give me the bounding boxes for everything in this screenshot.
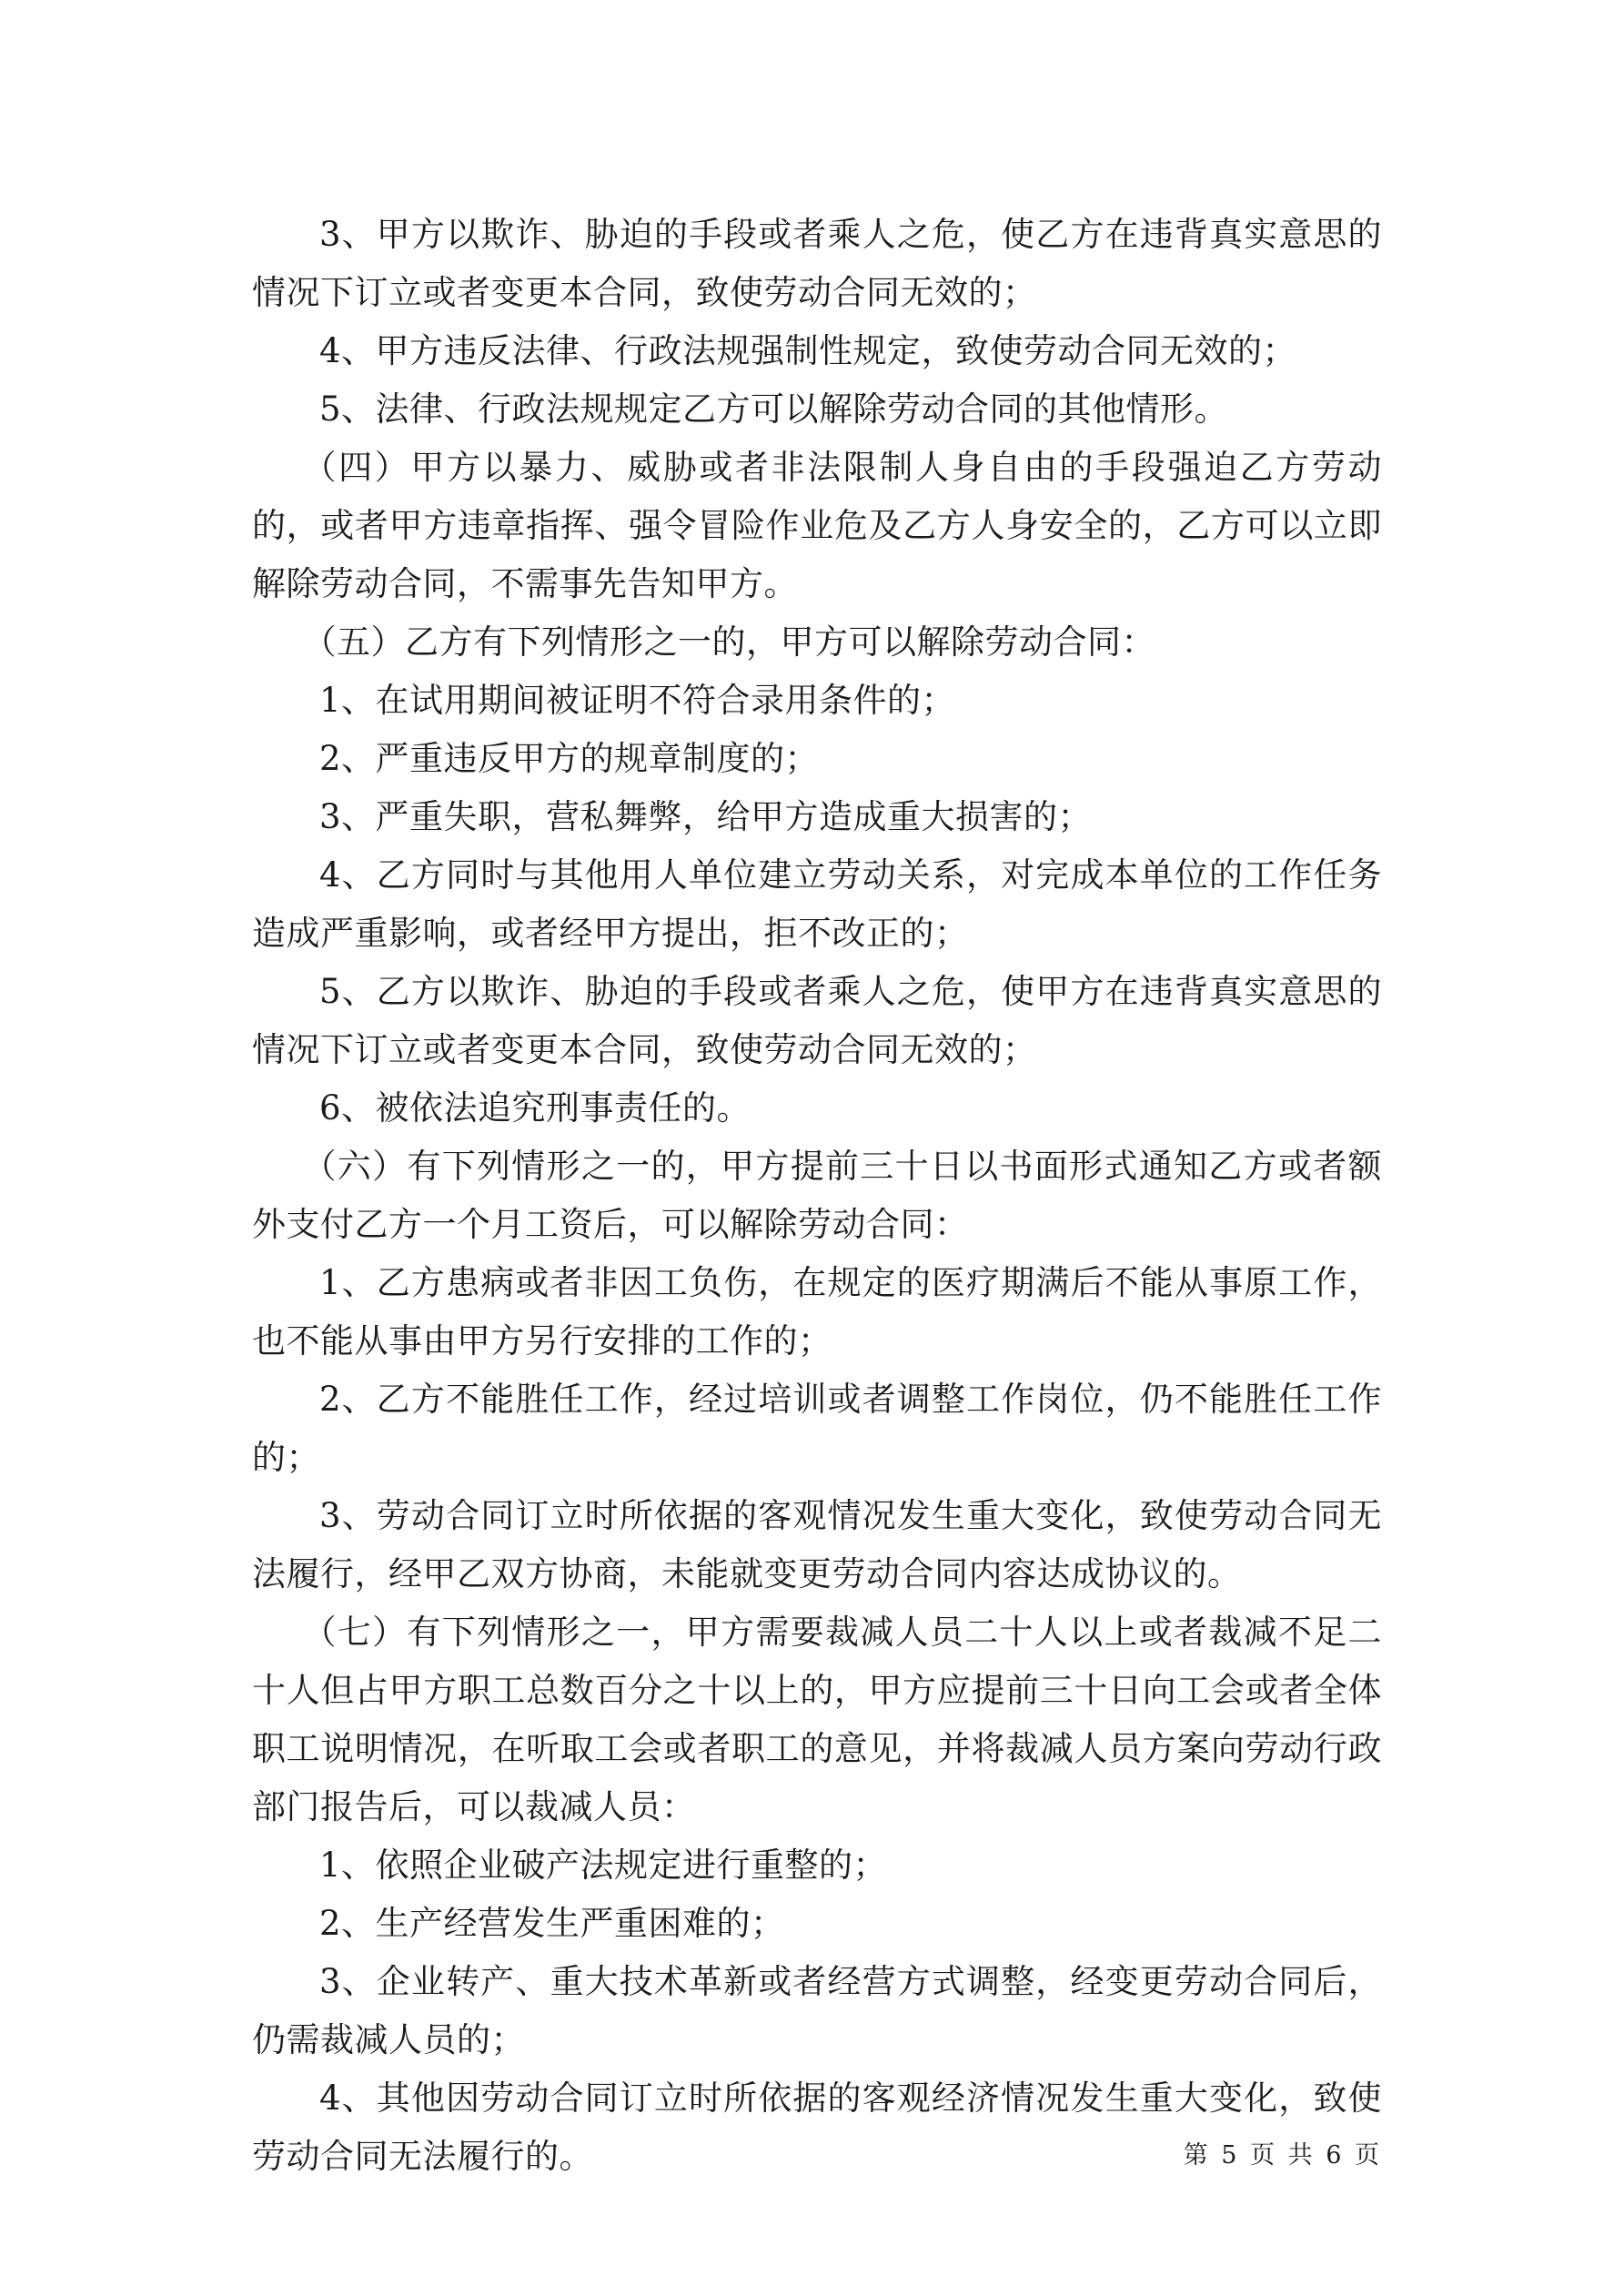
page-prefix: 第 — [1183, 2141, 1210, 2170]
section-paragraph: （五）乙方有下列情形之一的，甲方可以解除劳动合同： — [302, 622, 1155, 662]
paragraph: 4、甲方违反法律、行政法规强制性规定，致使劳动合同无效的； — [319, 331, 1297, 370]
paragraph: 2、乙方不能胜任工作，经过培训或者调整工作岗位，仍不能胜任工作的； — [252, 1380, 1382, 1477]
paragraph: 3、甲方以欺诈、胁迫的手段或者乘人之危，使乙方在违背真实意思的情况下订立或者变更本合同，致使劳动合同无效的； — [252, 215, 1382, 312]
paragraph: 1、乙方患病或者非因工负伤，在规定的医疗期满后不能从事原工作，也不能从事由甲方另行安排的工作的； — [252, 1263, 1382, 1360]
paragraph: 5、法律、行政法规规定乙方可以解除劳动合同的其他情形。 — [319, 389, 1229, 429]
total-suffix: 页 — [1355, 2141, 1381, 2170]
paragraph: 4、乙方同时与其他用人单位建立劳动关系，对完成本单位的工作任务造成严重影响，或者经甲方提出，拒不改正的； — [252, 855, 1382, 953]
paragraph: 4、其他因劳动合同订立时所依据的客观经济情况发生重大变化，致使劳动合同无法履行的。 — [252, 2079, 1382, 2176]
document-body — [252, 206, 1382, 2186]
paragraph: 2、生产经营发生严重困难的； — [319, 1904, 785, 1943]
section-paragraph: （四）甲方以暴力、威胁或者非法限制人身自由的手段强迫乙方劳动的，或者甲方违章指挥、强令冒险作业危及乙方人身安全的，乙方可以立即解除劳动合同，不需事先告知甲方。 — [252, 448, 1382, 603]
paragraph: 2、严重违反甲方的规章制度的； — [319, 739, 820, 778]
total-prefix: 共 — [1287, 2141, 1315, 2170]
paragraph: 1、在试用期间被证明不符合录用条件的； — [319, 681, 956, 720]
paragraph: 1、依照企业破产法规定进行重整的； — [319, 1846, 888, 1885]
paragraph: 3、严重失职，营私舞弊，给甲方造成重大损害的； — [319, 797, 1093, 836]
paragraph: 6、被依法追究刑事责任的。 — [319, 1088, 751, 1128]
paragraph: 3、劳动合同订立时所依据的客观情况发生重大变化，致使劳动合同无法履行，经甲乙双方协商，未能就变更劳动合同内容达成协议的。 — [252, 1496, 1382, 1593]
page-number: 5 — [1221, 2141, 1239, 2170]
page-footer — [1183, 2135, 1382, 2170]
paragraph: 5、乙方以欺诈、胁迫的手段或者乘人之危，使甲方在违背真实意思的情况下订立或者变更本合同，致使劳动合同无效的； — [252, 972, 1382, 1069]
section-paragraph: （六）有下列情形之一的，甲方提前三十日以书面形式通知乙方或者额外支付乙方一个月工资后，可以解除劳动合同： — [252, 1147, 1382, 1244]
section-paragraph: （七）有下列情形之一，甲方需要裁减人员二十人以上或者裁减不足二十人但占甲方职工总数百分之十以上的，甲方应提前三十日向工会或者全体职工说明情况，在听取工会或者职工的意见，并将裁减人员方案向劳动行政部门报告后，可以裁减人员： — [252, 1613, 1382, 1826]
total-pages: 6 — [1326, 2141, 1344, 2170]
paragraph: 3、企业转产、重大技术革新或者经营方式调整，经变更劳动合同后，仍需裁减人员的； — [252, 1962, 1382, 2059]
page-label: 页 — [1250, 2141, 1277, 2170]
